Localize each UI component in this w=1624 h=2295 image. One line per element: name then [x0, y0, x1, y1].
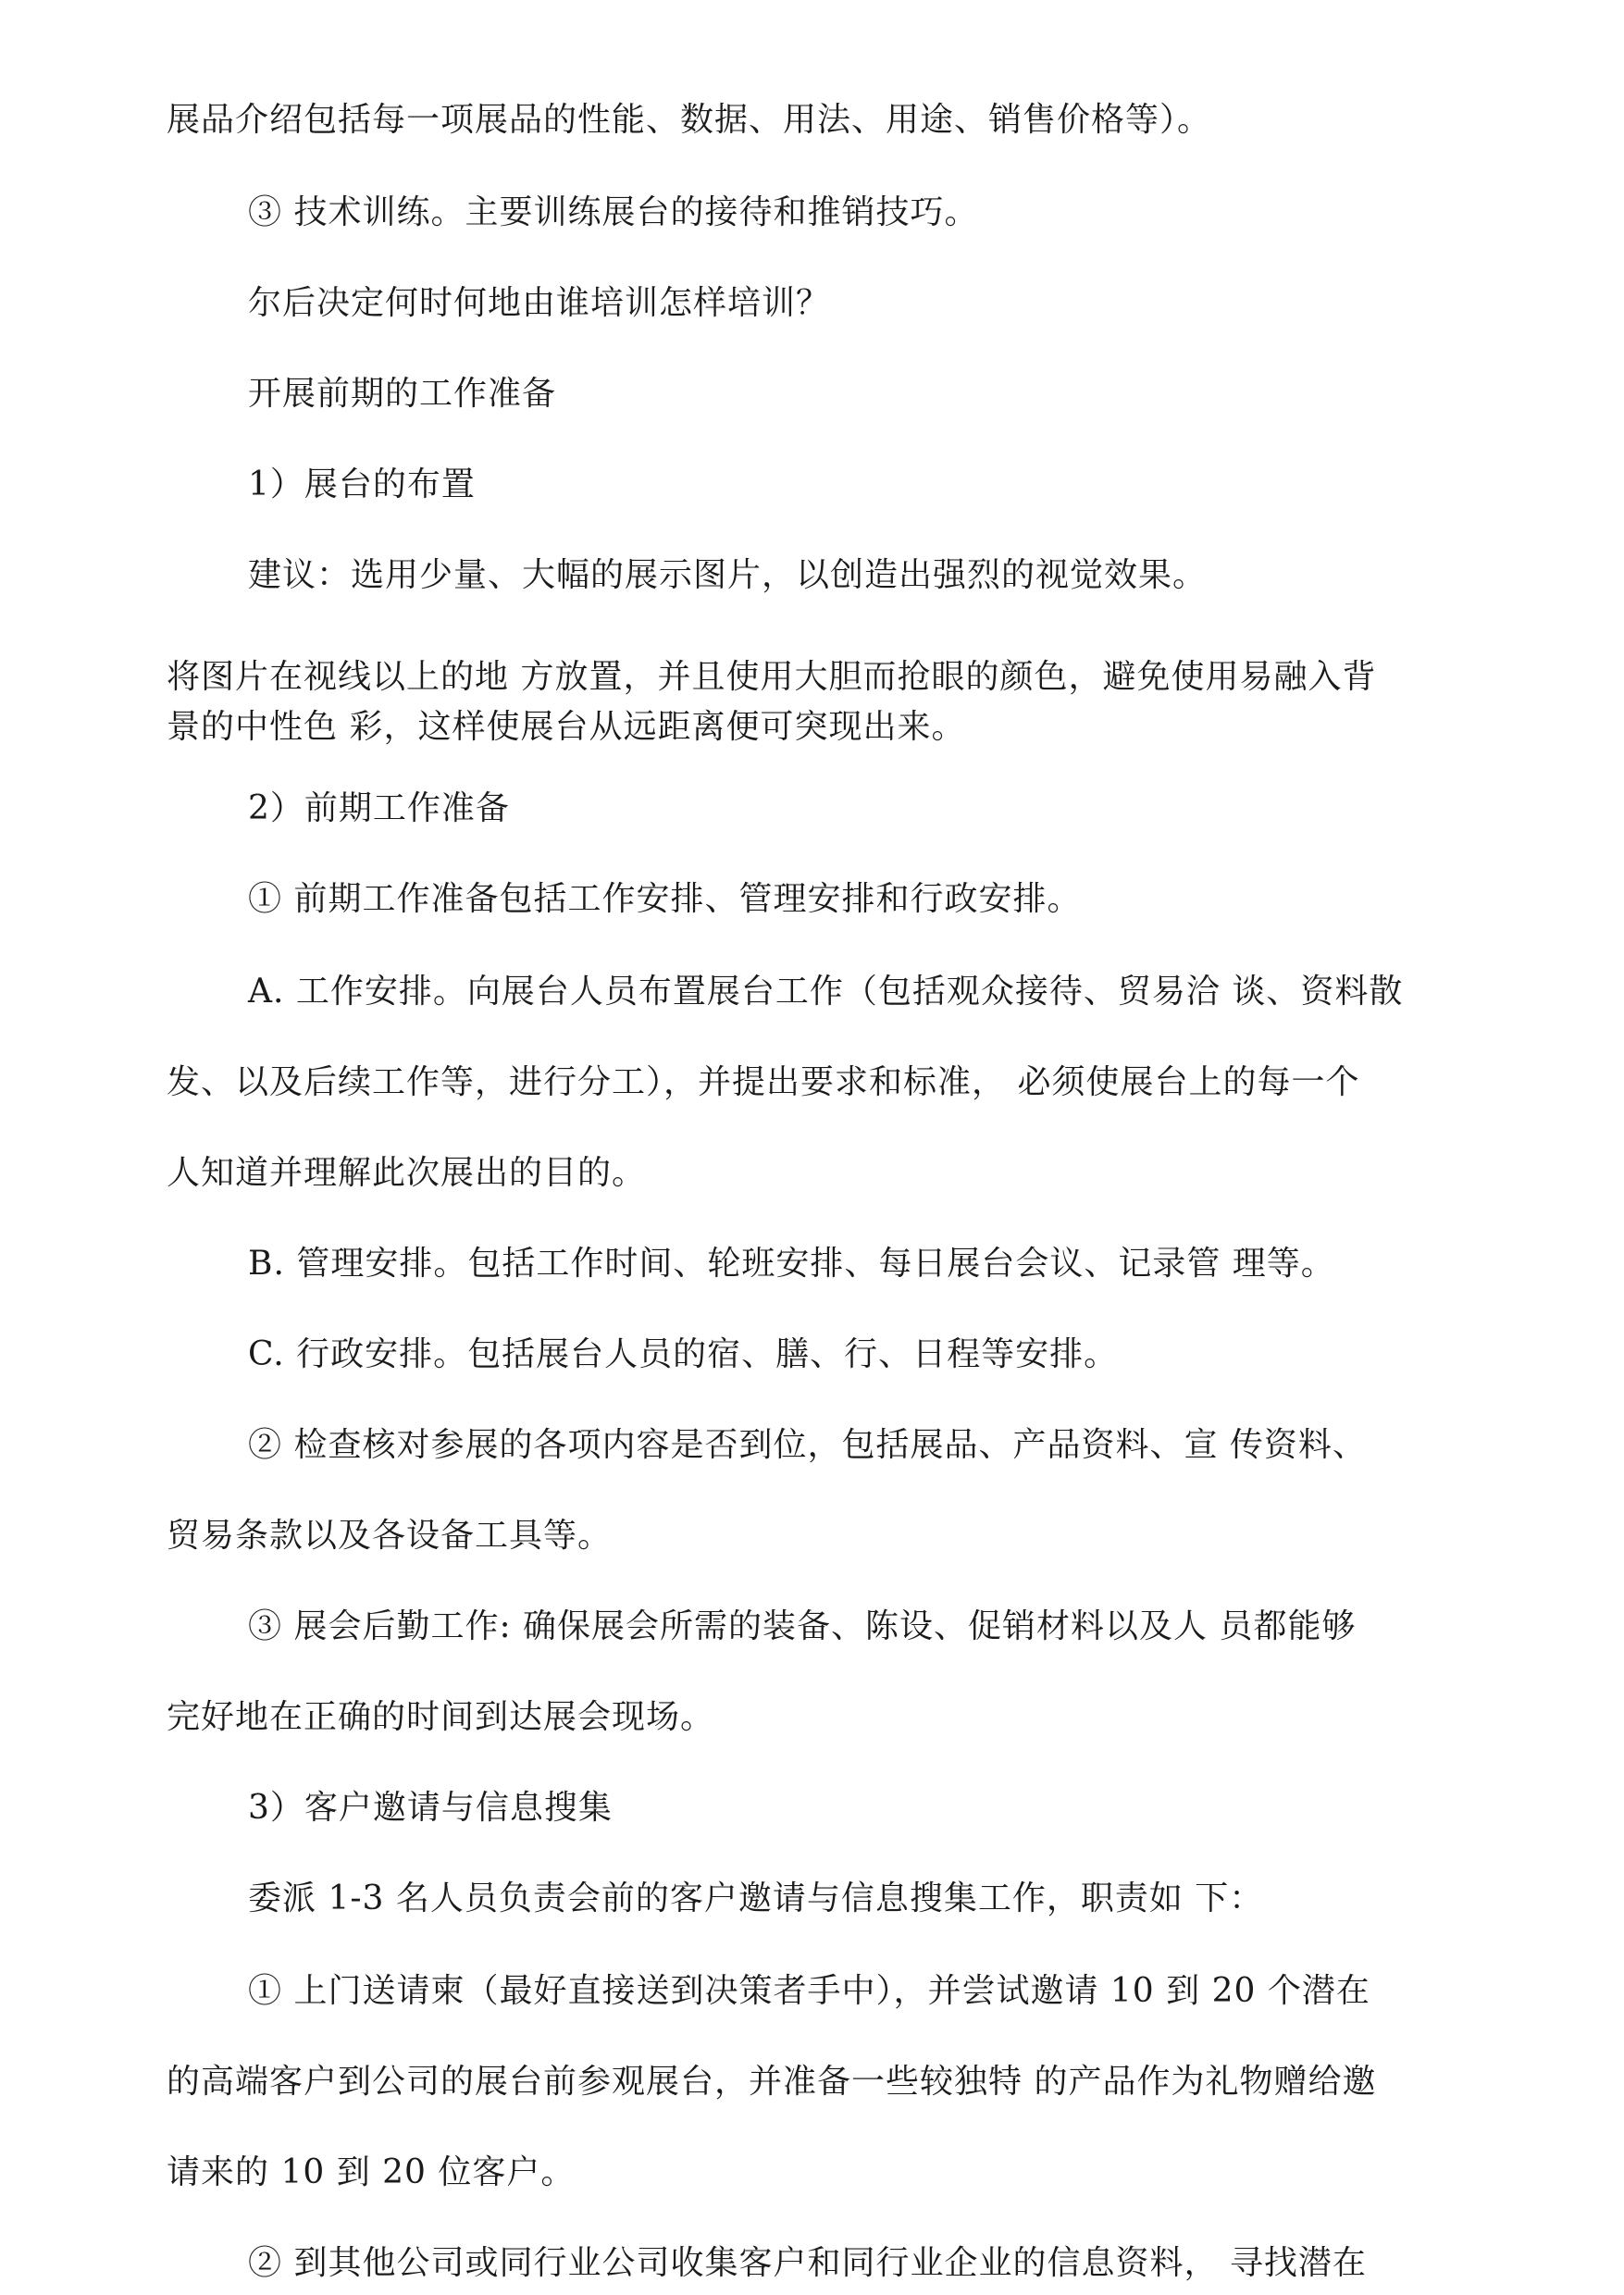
text-line: ① 前期工作准备包括工作安排、管理安排和行政安排。 [248, 880, 1082, 918]
text-line: 尔后决定何时何地由谁培训怎样培训？ [248, 284, 831, 322]
text-line: 建议：选用少量、大幅的展示图片，以创造出强烈的视觉效果。 [248, 556, 1208, 594]
text-line: ③ 技术训练。主要训练展台的接待和推销技巧。 [248, 193, 979, 231]
text-line: A. 工作安排。向展台人员布置展台工作（包括观众接待、贸易洽 谈、资料散 [248, 973, 1404, 1011]
text-line: C. 行政安排。包括展台人员的宿、膳、行、日程等安排。 [248, 1335, 1119, 1373]
text-line: 请来的 10 到 20 位客户。 [167, 2153, 576, 2191]
subsection-heading: 1）展台的布置 [248, 465, 476, 503]
text-line: 景的中性色 彩，这样使展台从远距离便可突现出来。 [167, 708, 966, 746]
text-line: 人知道并理解此次展出的目的。 [167, 1154, 647, 1192]
text-line: B. 管理安排。包括工作时间、轮班安排、每日展台会议、记录管 理等。 [248, 1245, 1335, 1283]
subsection-heading: 2）前期工作准备 [248, 789, 510, 827]
text-line: ③ 展会后勤工作: 确保展会所需的装备、陈设、促销材料以及人 员都能够 [248, 1607, 1357, 1645]
text-line: 展品介绍包括每一项展品的性能、数据、用法、用途、销售价格等）。 [167, 101, 1212, 139]
text-line: 将图片在视线以上的地 方放置，并且使用大胆而抢眼的颜色，避免使用易融入背 [167, 658, 1377, 696]
section-heading: 开展前期的工作准备 [248, 375, 557, 413]
text-line: 委派 1-3 名人员负责会前的客户邀请与信息搜集工作，职责如 下： [248, 1879, 1264, 1917]
text-line: 的高端客户到公司的展台前参观展台，并准备一些较独特 的产品作为礼物赠给邀 [167, 2063, 1377, 2101]
text-line: ② 检查核对参展的各项内容是否到位，包括展品、产品资料、宣 传资料、 [248, 1426, 1367, 1464]
text-line: 贸易条款以及各设备工具等。 [167, 1517, 613, 1555]
text-line: 发、以及后续工作等，进行分工），并提出要求和标准， 必须使展台上的每一个 [167, 1063, 1360, 1101]
text-line: ① 上门送请柬（最好直接送到决策者手中），并尝试邀请 10 到 20 个潜在 [248, 1972, 1370, 2010]
subsection-heading: 3）客户邀请与信息搜集 [248, 1789, 613, 1827]
text-line: ② 到其他公司或同行业公司收集客户和同行业企业的信息资料， 寻找潜在 [248, 2244, 1367, 2282]
text-line: 完好地在正确的时间到达展会现场。 [167, 1698, 715, 1736]
